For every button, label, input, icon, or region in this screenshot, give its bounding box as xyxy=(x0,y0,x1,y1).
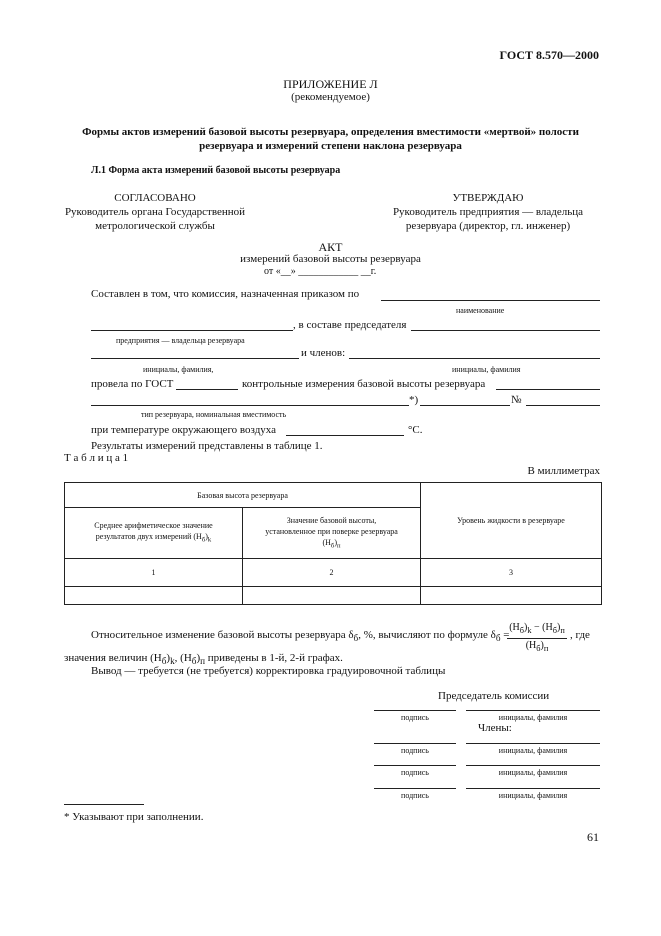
member1-sign-line[interactable] xyxy=(374,743,456,744)
chairman-name-caption: инициалы, фамилия xyxy=(498,713,568,722)
body-line7: Результаты измерений представлены в таблице 1. xyxy=(91,440,323,452)
table-group-header: Базовая высота резервуара xyxy=(65,483,421,508)
member3-name-caption: инициалы, фамилия xyxy=(498,791,568,800)
approval-right-title: УТВЕРЖДАЮ xyxy=(452,192,524,204)
members-title: Члены: xyxy=(478,722,512,734)
fill-line-gost[interactable] xyxy=(176,389,238,390)
act-subtitle: измерений базовой высоты резервуара xyxy=(240,253,421,265)
body-line5a: *) xyxy=(409,394,419,406)
fill-line-chairman-name[interactable] xyxy=(91,358,299,359)
conclusion: Вывод — требуется (не требуется) корректировка градуировочной таблицы xyxy=(91,665,446,677)
formula-fraction: $(H_б)_k - (H_б)_п$ $(H_б)_п$ xyxy=(505,622,569,656)
body-line6b: °С. xyxy=(408,424,423,436)
section-title: Л.1 Форма акта измерений базовой высоты резервуара xyxy=(91,165,341,176)
fill-line-tank-type[interactable] xyxy=(91,405,409,406)
chairman-sign-caption: подпись xyxy=(401,713,429,722)
appendix-subtitle: (рекомендуемое) xyxy=(291,91,370,103)
approval-right-line1: Руководитель предприятия — владельца xyxy=(392,206,584,218)
approval-left-line2: метрологической службы xyxy=(95,220,215,232)
approval-left-line1: Руководитель органа Государственной xyxy=(64,206,246,218)
caption-initials-1: инициалы, фамилия, xyxy=(143,365,214,374)
body-line2: , в составе председателя xyxy=(293,319,407,331)
body-line5b: № xyxy=(511,394,522,406)
standard-number: ГОСТ 8.570—2000 xyxy=(499,48,599,62)
member1-name-line[interactable] xyxy=(466,743,600,744)
footnote: * Указывают при заполнении. xyxy=(64,811,204,823)
act-title: АКТ xyxy=(318,240,343,254)
member1-name-caption: инициалы, фамилия xyxy=(498,746,568,755)
table-col-number-3: 3 xyxy=(421,559,602,587)
member2-sign-caption: подпись xyxy=(401,768,429,777)
caption-name: наименование xyxy=(456,306,505,315)
table-col1-header: Среднее арифметическое значение результатов двух измерений $(H_б)_k$ xyxy=(65,508,243,559)
table-col3-header: Уровень жидкости в резервуаре xyxy=(421,483,602,559)
table-cell-empty-3[interactable] xyxy=(421,587,602,605)
member2-name-line[interactable] xyxy=(466,765,600,766)
member1-sign-caption: подпись xyxy=(401,746,429,755)
table-caption: Т а б л и ц а 1 xyxy=(64,452,129,464)
body-line4: провела по ГОСТ xyxy=(91,378,174,390)
member3-name-line[interactable] xyxy=(466,788,600,789)
fill-line-members[interactable] xyxy=(349,358,600,359)
body-line4b: контрольные измерения базовой высоты резервуара xyxy=(242,378,486,390)
chairman-sign-line[interactable] xyxy=(374,710,456,711)
body-line3: и членов: xyxy=(301,347,346,359)
body-line6: при температуре окружающего воздуха xyxy=(91,424,277,436)
values-line: значения величин $(H_б)_k$, $(H_б)_п$ приведены в 1-й, 2-й графах. xyxy=(64,652,343,667)
footnote-separator xyxy=(64,804,144,805)
fill-line-chairman[interactable] xyxy=(411,330,600,331)
table-col-number-1: 1 xyxy=(65,559,243,587)
chairman-title: Председатель комиссии xyxy=(438,690,550,702)
body-line1: Составлен в том, что комиссия, назначенная приказом по xyxy=(91,288,360,300)
fill-line-tank-number[interactable] xyxy=(526,405,600,406)
page-number: 61 xyxy=(587,830,599,844)
heading-line2: резервуара и измерений степени наклона резервуара xyxy=(199,140,462,152)
table-col2-header: Значение базовой высоты, установленное при поверке резервуара $(H_б)_п$ xyxy=(243,508,421,559)
table-col-number-2: 2 xyxy=(243,559,421,587)
caption-tank-type: тип резервуара, номинальная вместимость xyxy=(141,410,287,419)
table-units: В миллиметрах xyxy=(527,465,600,477)
fill-line-temperature[interactable] xyxy=(286,435,404,436)
approval-right-line2: резервуара (директор, гл. инженер) xyxy=(405,220,571,232)
chairman-name-line[interactable] xyxy=(466,710,600,711)
caption-enterprise: предприятия — владельца резервуара xyxy=(116,336,245,345)
fill-line-measurements[interactable] xyxy=(496,389,600,390)
member3-sign-caption: подпись xyxy=(401,791,429,800)
member2-name-caption: инициалы, фамилия xyxy=(498,768,568,777)
measurements-table xyxy=(64,482,602,605)
member3-sign-line[interactable] xyxy=(374,788,456,789)
member2-sign-line[interactable] xyxy=(374,765,456,766)
appendix-title: ПРИЛОЖЕНИЕ Л xyxy=(283,77,378,91)
table-cell-empty-2[interactable] xyxy=(243,587,421,605)
formula-text: Относительное изменение базовой высоты резервуара $\delta_б$, %, вычисляют по формуле $\delta_б$ = xyxy=(91,629,510,644)
fill-line-tank-extra[interactable] xyxy=(420,405,510,406)
approval-left-title: СОГЛАСОВАНО xyxy=(114,192,196,204)
act-date: от «__» ____________ __г. xyxy=(264,266,377,277)
heading-line1: Формы актов измерений базовой высоты резервуара, определения вместимости «мертвой» полости xyxy=(82,126,579,138)
formula-where: , где xyxy=(570,629,590,641)
fill-line-enterprise[interactable] xyxy=(91,330,293,331)
fill-line-organization[interactable] xyxy=(381,300,600,301)
table-cell-empty-1[interactable] xyxy=(65,587,243,605)
caption-initials-2: инициалы, фамилия xyxy=(452,365,521,374)
